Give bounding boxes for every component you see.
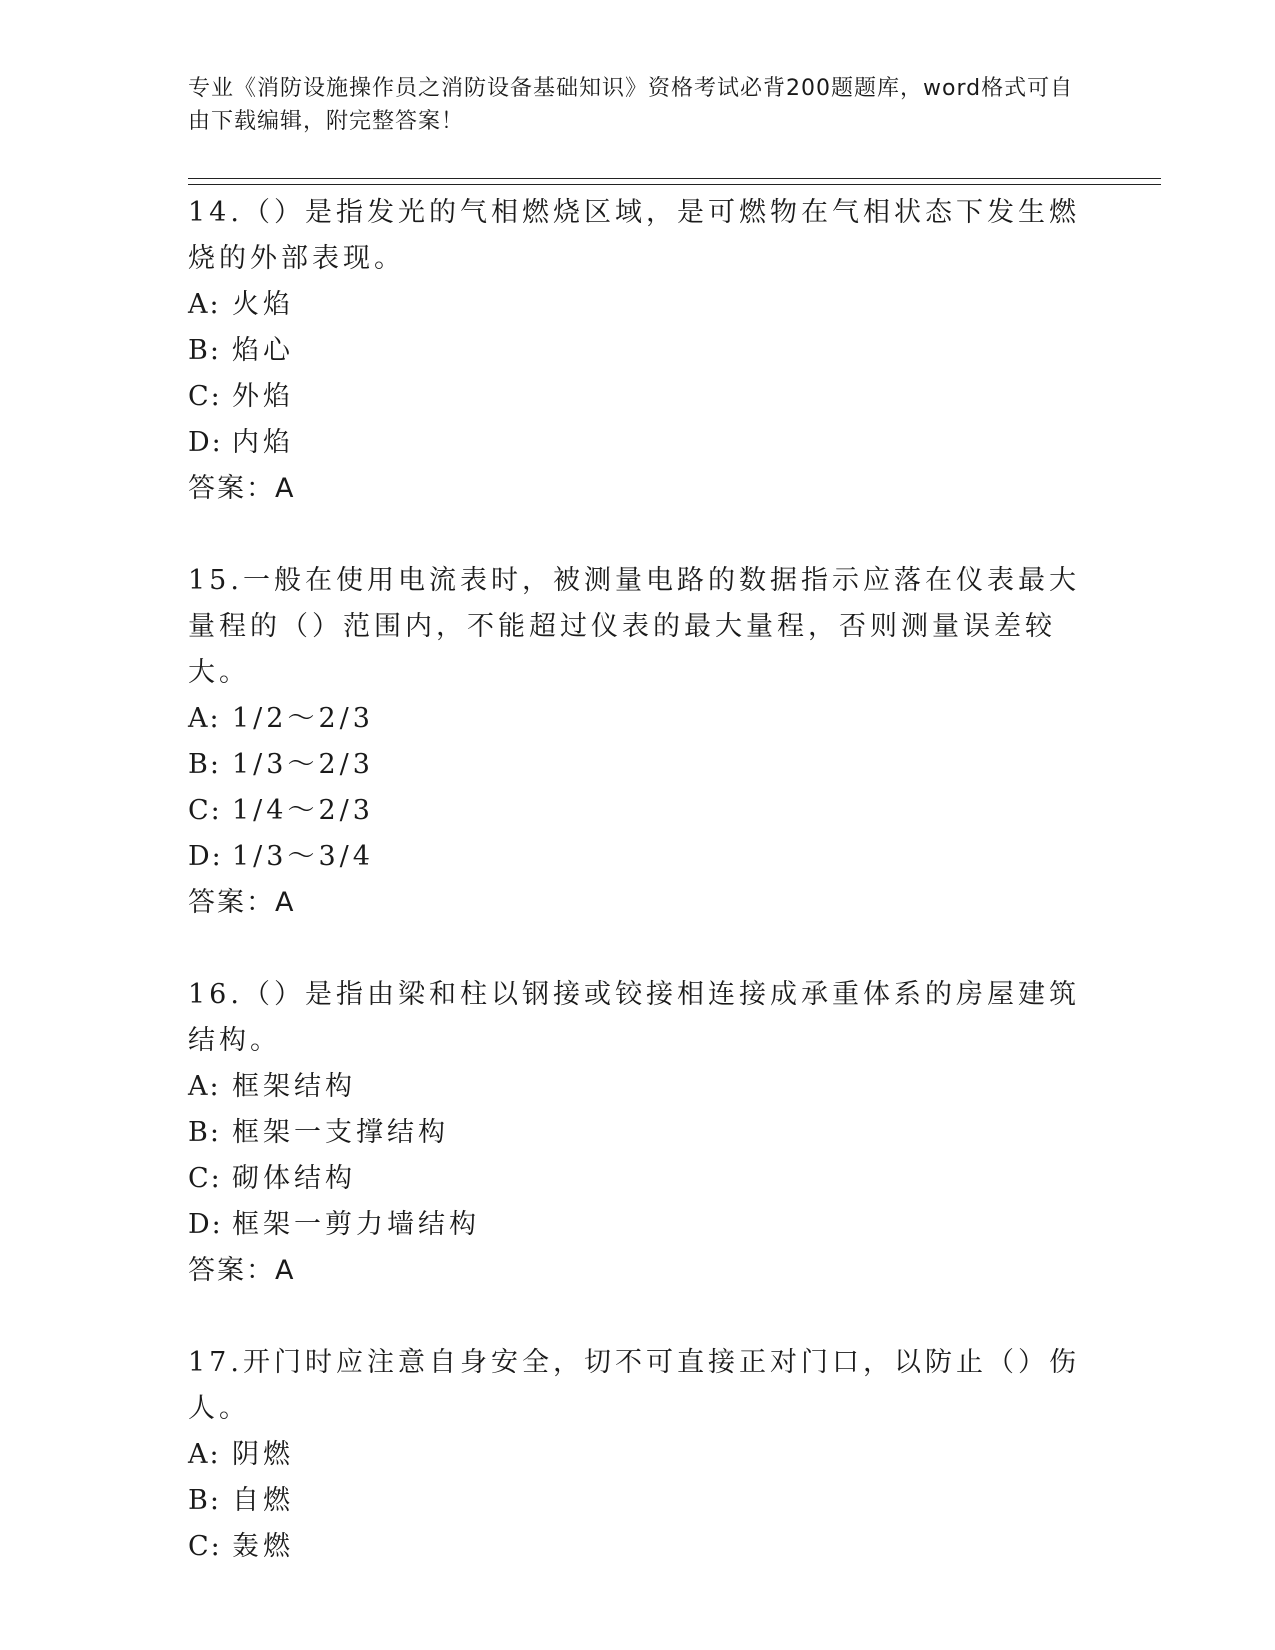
option-text: 外焰 — [232, 381, 294, 412]
option-text: 自燃 — [232, 1485, 294, 1516]
option-c — [188, 788, 1088, 834]
option-text: 1/4～2/3 — [232, 795, 374, 826]
document-header: 专业《消防设施操作员之消防设备基础知识》资格考试必背200题题库，word格式可自由下载编辑，附完整答案！ — [188, 76, 1074, 134]
option-a — [188, 696, 1088, 742]
question-14 — [188, 190, 1088, 512]
question-text: 16.（）是指由梁和柱以钢接或铰接相连接成承重体系的房屋建筑结构。 — [188, 979, 1080, 1056]
option-letter: D: — [188, 427, 223, 458]
header-divider-top — [188, 178, 1161, 179]
question-list — [188, 190, 1088, 1616]
option-d — [188, 834, 1088, 880]
option-b — [188, 742, 1088, 788]
option-text: 1/3～3/4 — [232, 841, 374, 872]
option-text: 框架一支撑结构 — [232, 1117, 449, 1148]
option-text: 框架结构 — [232, 1071, 356, 1102]
question-16 — [188, 972, 1088, 1294]
header-divider-bottom — [188, 184, 1161, 185]
option-a — [188, 1064, 1088, 1110]
answer-line: 答案：A — [188, 1255, 296, 1286]
option-b — [188, 1110, 1088, 1156]
answer-line: 答案：A — [188, 473, 296, 504]
option-c — [188, 1524, 1088, 1570]
option-text: 1/2～2/3 — [232, 703, 374, 734]
option-letter: C: — [188, 1163, 222, 1194]
option-c — [188, 374, 1088, 420]
option-letter: A: — [188, 289, 221, 320]
option-letter: B: — [188, 1117, 221, 1148]
option-b — [188, 1478, 1088, 1524]
option-c — [188, 1156, 1088, 1202]
option-text: 1/3～2/3 — [232, 749, 374, 780]
option-letter: C: — [188, 795, 222, 826]
option-letter: C: — [188, 381, 222, 412]
option-a — [188, 282, 1088, 328]
question-text: 17.开门时应注意自身安全，切不可直接正对门口，以防止（）伤人。 — [188, 1347, 1080, 1424]
option-letter: A: — [188, 1071, 221, 1102]
question-17 — [188, 1340, 1088, 1570]
question-text: 14.（）是指发光的气相燃烧区域，是可燃物在气相状态下发生燃烧的外部表现。 — [188, 197, 1080, 274]
option-letter: A: — [188, 703, 221, 734]
option-text: 内焰 — [232, 427, 294, 458]
option-letter: A: — [188, 1439, 221, 1470]
option-d — [188, 1202, 1088, 1248]
question-15 — [188, 558, 1088, 926]
option-letter: B: — [188, 335, 221, 366]
option-letter: D: — [188, 841, 223, 872]
option-letter: C: — [188, 1531, 222, 1562]
option-text: 轰燃 — [232, 1531, 294, 1562]
option-letter: B: — [188, 1485, 221, 1516]
option-d — [188, 420, 1088, 466]
option-text: 阴燃 — [232, 1439, 294, 1470]
option-text: 框架一剪力墙结构 — [232, 1209, 480, 1240]
option-letter: D: — [188, 1209, 223, 1240]
option-a — [188, 1432, 1088, 1478]
option-text: 火焰 — [232, 289, 294, 320]
option-text: 焰心 — [232, 335, 294, 366]
question-text: 15.一般在使用电流表时，被测量电路的数据指示应落在仪表最大量程的（）范围内，不能超过仪表的最大量程，否则测量误差较大。 — [188, 565, 1080, 688]
option-b — [188, 328, 1088, 374]
answer-line: 答案：A — [188, 887, 296, 918]
option-text: 砌体结构 — [232, 1163, 356, 1194]
option-letter: B: — [188, 749, 221, 780]
